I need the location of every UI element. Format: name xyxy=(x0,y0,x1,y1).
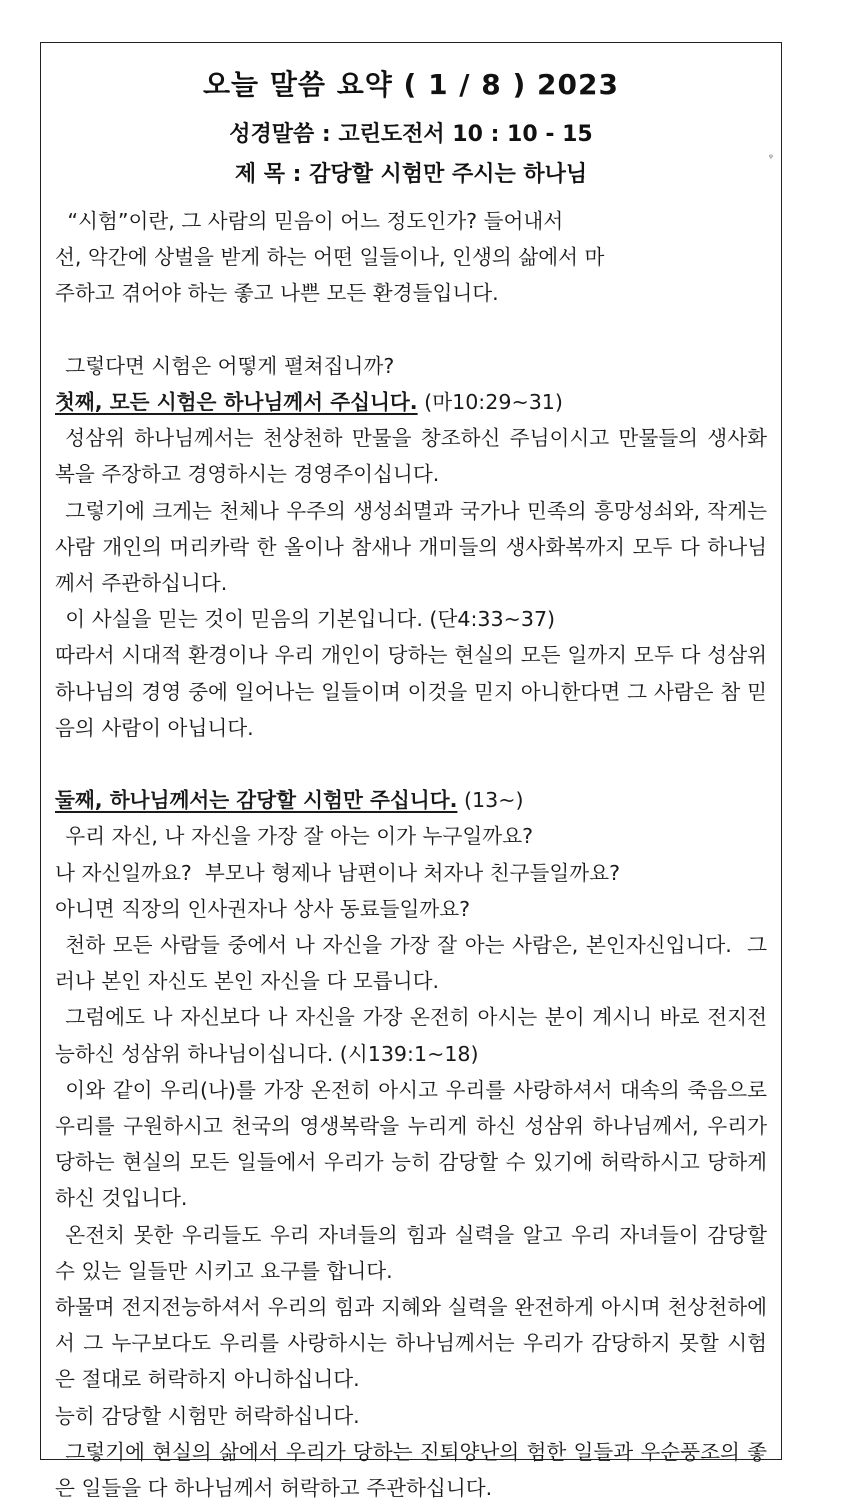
intro-line-2: 선, 악간에 상벌을 받게 하는 어떤 일들이나, 인생의 삶에서 마 xyxy=(55,245,605,270)
point-2-paragraph-2: 나 자신일까요? 부모나 형제나 남편이나 처자나 친구들일까요? xyxy=(55,860,621,885)
point-2-paragraph-6: 이와 같이 우리(나)를 가장 온전히 아시고 우리를 사랑하셔서 대속의 죽음으로 우리를 구원하시고 천국의 영생복락을 누리게 하신 성삼위 하나님께서, 우리가 당하는 현실의 모든 일들에서 우리가 능히 감당할 수 있기에 허락하시고 당하게 하신 것입니다. xyxy=(55,1077,774,1211)
point-2-paragraph-7: 온전치 못한 우리들도 우리 자녀들의 힘과 실력을 알고 우리 자녀들이 감당할 수 있는 일들만 시키고 요구를 합니다. xyxy=(55,1222,774,1283)
point-1-paragraph-3: 이 사실을 믿는 것이 믿음의 기본입니다. (단4:33~37) xyxy=(65,607,556,632)
page-title: 오늘 말씀 요약 ( 1 / 8 ) 2023 xyxy=(203,68,619,101)
point-2-paragraph-1: 우리 자신, 나 자신을 가장 잘 아는 이가 누구일까요? xyxy=(65,824,534,849)
point-2-reference: (13~) xyxy=(457,788,524,813)
point-1-paragraph-4: 따라서 시대적 환경이나 우리 개인이 당하는 현실의 모든 일까지 모두 다 성삼위 하나님의 경영 중에 일어나는 일들이며 이것을 믿지 아니한다면 그 사람은 참 믿음의 사람이 아닙니다. xyxy=(55,643,774,740)
point-1-reference: (마10:29~31) xyxy=(417,390,563,414)
point-2-heading: 둘째, 하나님께서는 감당할 시험만 주십니다. xyxy=(55,788,458,813)
point-2-paragraph-10: 그렇기에 현실의 삶에서 우리가 당하는 진퇴양난의 험한 일들과 우순풍조의 좋은 일들을 다 하나님께서 허락하고 주관하십니다. xyxy=(55,1439,767,1501)
scripture-reference: 성경말씀 : 고린도전서 10 : 10 - 15 xyxy=(229,122,593,147)
point-2-paragraph-5: 그럼에도 나 자신보다 나 자신을 가장 온전히 아시는 분이 계시니 바로 전지전능하신 성삼위 하나님이십니다. (시139:1~18) xyxy=(55,1005,767,1066)
sermon-body xyxy=(55,203,774,1506)
point-2-paragraph-3: 아니면 직장의 인사권자나 상사 동료들일까요? xyxy=(55,896,471,921)
bulletin-frame xyxy=(40,42,782,1501)
point-2-paragraph-8: 하물며 전지전능하셔서 우리의 힘과 지혜와 실력을 완전하게 아시며 천상천하에서 그 누구보다도 우리를 사랑하시는 하나님께서는 우리가 감당하지 못할 시험은 절대로 허락하지 아니하십니다. xyxy=(55,1295,767,1392)
point-1-heading-line xyxy=(55,384,767,420)
intro-line-3: 주하고 겪어야 하는 좋고 나쁜 모든 환경들입니다. xyxy=(55,281,499,306)
sermon-subject: 제 목 : 감당할 시험만 주시는 하나님 xyxy=(234,162,588,187)
point-2-paragraph-4: 천하 모든 사람들 중에서 나 자신을 가장 잘 아는 사람은, 본인자신입니다. 그러나 본인 자신도 본인 자신을 다 모릅니다. xyxy=(55,933,767,994)
spacer xyxy=(55,312,767,348)
spacer xyxy=(55,746,767,782)
point-1-paragraph-1: 성삼위 하나님께서는 천상천하 만물을 창조하신 주님이시고 만물들의 생사화복을 주장하고 경영하시는 경영주이십니다. xyxy=(55,426,767,487)
point-1-paragraph-2: 그렇기에 크게는 천체나 우주의 생성쇠멸과 국가나 민족의 흥망성쇠와, 작게는 사람 개인의 머리카락 한 올이나 참새나 개미들의 생사화복까지 모두 다 하나님께서 주관하십니다. xyxy=(55,498,774,596)
point-1-heading: 첫째, 모든 시험은 하나님께서 주십니다. xyxy=(55,390,418,414)
intro-line-1: “시험”이란, 그 사람의 믿음이 어느 정도인가? 들어내서 xyxy=(67,209,564,233)
intro-paragraph xyxy=(55,203,767,312)
point-2-heading-line xyxy=(55,782,767,818)
intro-question: 그렇다면 시험은 어떻게 펼쳐집니까? xyxy=(65,353,395,378)
point-2-paragraph-9: 능히 감당할 시험만 허락하십니다. xyxy=(55,1403,360,1428)
margin-mark: ᵠ xyxy=(768,153,773,164)
